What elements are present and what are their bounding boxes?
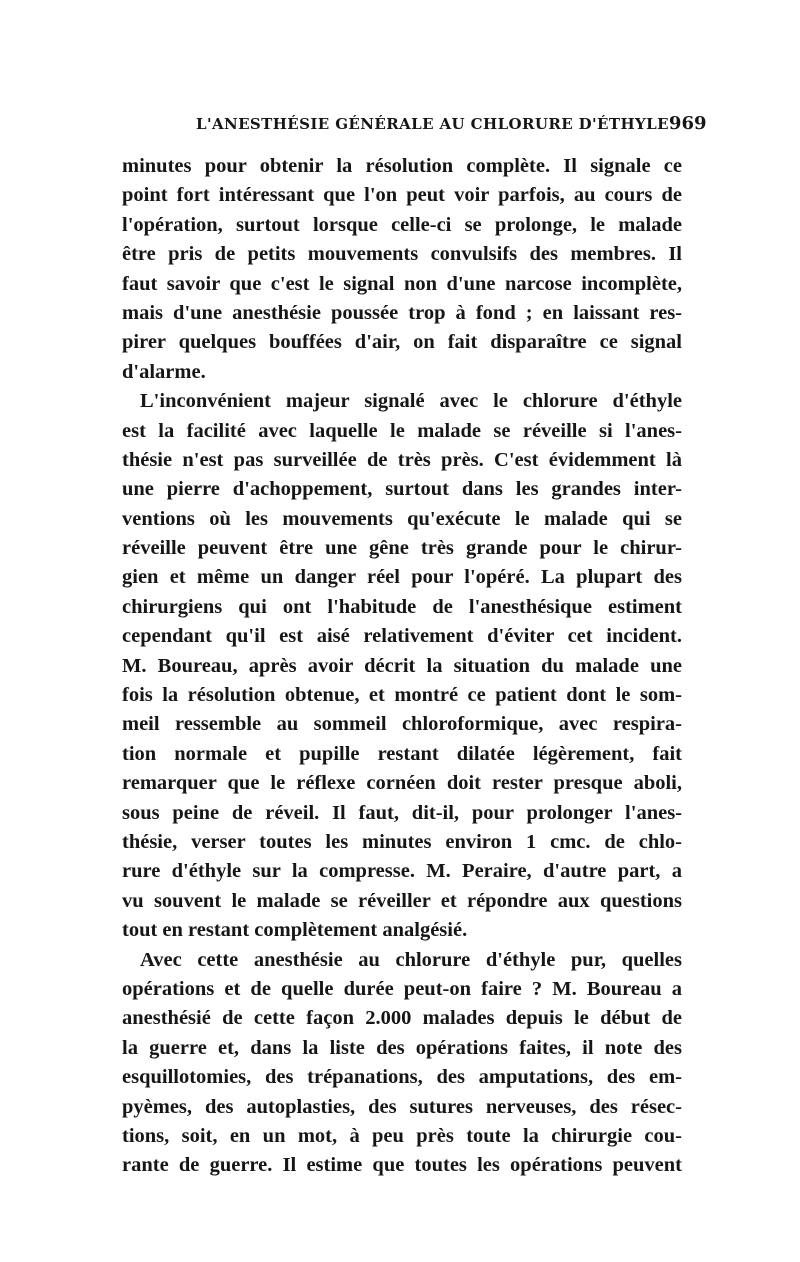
paragraph <box>122 946 682 1181</box>
paragraph <box>122 152 682 387</box>
text-line: est la facilité avec laquelle le malade se réveille si l'anes- <box>122 419 682 442</box>
text-line: réveille peuvent être une gêne très grande pour le chirur- <box>122 537 682 560</box>
text-line: rante de guerre. Il estime que toutes les opérations peuvent <box>122 1154 682 1177</box>
text-line: l'opération, surtout lorsque celle-ci se prolonge, le malade <box>122 213 682 236</box>
text-line: d'alarme. <box>122 360 206 383</box>
page-header <box>196 113 707 143</box>
text-line: cependant qu'il est aisé relativement d'éviter cet incident. <box>122 625 682 648</box>
text-line: fois la résolution obtenue, et montré ce patient dont le som- <box>122 684 682 707</box>
text-line: tions, soit, en un mot, à peu près toute la chirurgie cou- <box>122 1124 682 1147</box>
text-line: gien et même un danger réel pour l'opéré. La plupart des <box>122 566 682 589</box>
page-number: 969 <box>668 113 707 134</box>
text-line: remarquer que le réflexe cornéen doit rester presque aboli, <box>122 772 682 795</box>
text-line: tout en restant complètement analgésié. <box>122 919 468 942</box>
text-line: opérations et de quelle durée peut-on faire ? M. Boureau a <box>122 977 682 1000</box>
text-line: anesthésié de cette façon 2.000 malades depuis le début de <box>122 1007 682 1030</box>
text-line: mais d'une anesthésie poussée trop à fond ; en laissant res- <box>122 301 682 324</box>
text-line: Avec cette anesthésie au chlorure d'éthyle pur, quelles <box>140 948 682 971</box>
running-title: L'ANESTHÉSIE GÉNÉRALE AU CHLORURE D'ÉTHYLE <box>196 115 669 133</box>
text-line: une pierre d'achoppement, surtout dans les grandes inter- <box>122 478 682 501</box>
text-line: point fort intéressant que l'on peut voir parfois, au cours de <box>122 184 682 207</box>
text-line: chirurgiens qui ont l'habitude de l'anesthésique estiment <box>122 595 682 618</box>
body-text <box>122 152 682 1181</box>
text-line: thésie n'est pas surveillée de très près. C'est évidemment là <box>122 448 682 471</box>
text-line: pyèmes, des autoplasties, des sutures nerveuses, des résec- <box>122 1095 682 1118</box>
text-line: faut savoir que c'est le signal non d'une narcose incomplète, <box>122 272 682 295</box>
text-line: rure d'éthyle sur la compresse. M. Peraire, d'autre part, a <box>122 860 682 883</box>
text-line: minutes pour obtenir la résolution complète. Il signale ce <box>122 155 682 177</box>
text-line: ventions où les mouvements qu'exécute le malade qui se <box>122 507 682 530</box>
text-line: la guerre et, dans la liste des opérations faites, il note des <box>122 1036 682 1059</box>
text-line: tion normale et pupille restant dilatée légèrement, fait <box>122 742 682 765</box>
text-line: pirer quelques bouffées d'air, on fait disparaître ce signal <box>122 331 682 354</box>
text-line: être pris de petits mouvements convulsifs des membres. Il <box>122 243 682 266</box>
text-line: meil ressemble au sommeil chloroformique, avec respira- <box>122 713 682 736</box>
text-line: sous peine de réveil. Il faut, dit-il, pour prolonger l'anes- <box>122 801 682 824</box>
text-line: vu souvent le malade se réveiller et répondre aux questions <box>122 889 682 912</box>
text-line: M. Boureau, après avoir décrit la situation du malade une <box>122 654 682 677</box>
paragraph <box>122 387 682 945</box>
text-line: L'inconvénient majeur signalé avec le chlorure d'éthyle <box>140 390 682 413</box>
text-line: esquillotomies, des trépanations, des amputations, des em- <box>122 1066 682 1089</box>
text-line: thésie, verser toutes les minutes environ 1 cmc. de chlo- <box>122 830 682 853</box>
